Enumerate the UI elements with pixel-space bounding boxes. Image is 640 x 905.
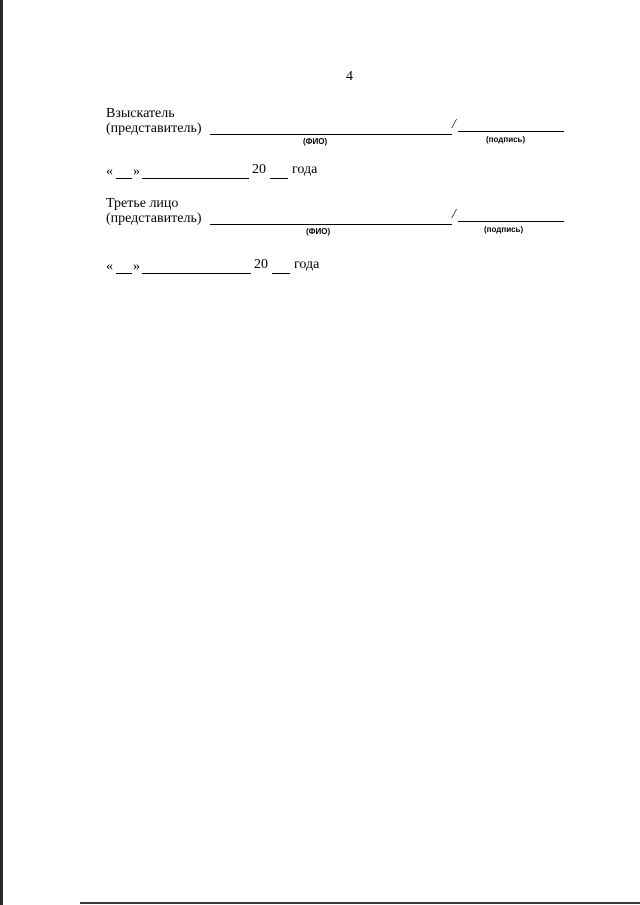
claimant-year-prefix: 20 [252,162,266,177]
scan-edge-bottom [80,902,640,904]
claimant-signature-caption: (подпись) [486,135,526,144]
third-party-year-line[interactable] [272,273,290,274]
third-party-year-prefix: 20 [254,257,268,272]
third-party-signature-line[interactable] [458,221,564,222]
scan-edge-left [0,0,3,905]
third-party-date-close-quote: » [133,259,140,274]
claimant-year-line[interactable] [270,178,288,179]
third-party-date-open-quote: « [106,259,113,274]
third-party-fio-line[interactable] [210,224,452,225]
third-party-month-line[interactable] [142,273,251,274]
third-party-title: Третье лицо [106,196,179,211]
claimant-title: Взыскатель [106,106,175,121]
claimant-date-close-quote: » [133,164,140,179]
claimant-day-line[interactable] [116,178,132,179]
third-party-day-line[interactable] [116,273,132,274]
third-party-year-suffix: года [294,257,320,272]
third-party-slash: / [452,207,456,222]
third-party-signature-caption: (подпись) [484,225,524,234]
claimant-month-line[interactable] [142,178,249,179]
claimant-subtitle: (представитель) [106,121,202,136]
claimant-slash: / [452,117,456,132]
third-party-subtitle: (представитель) [106,211,202,226]
claimant-signature-line[interactable] [458,131,564,132]
page-number: 4 [346,69,353,84]
claimant-fio-caption: (ФИО) [303,137,328,146]
claimant-fio-line[interactable] [210,134,452,135]
claimant-date-open-quote: « [106,164,113,179]
third-party-fio-caption: (ФИО) [306,227,331,236]
claimant-year-suffix: года [292,162,318,177]
